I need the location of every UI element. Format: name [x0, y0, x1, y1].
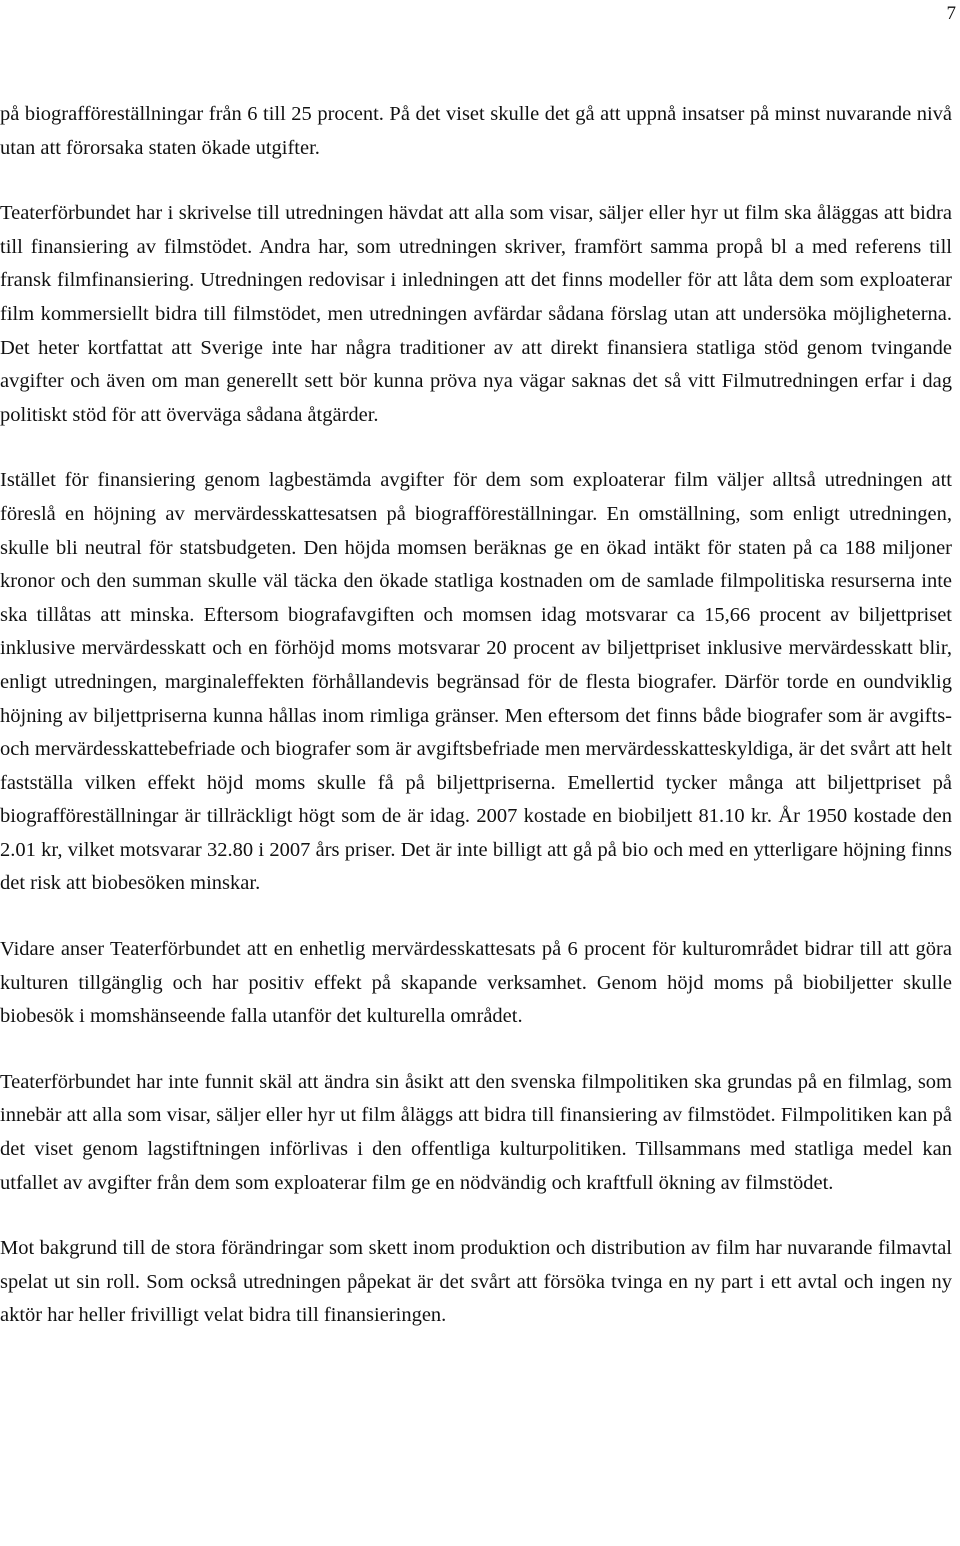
paragraph-6: Mot bakgrund till de stora förändringar som skett inom produktion och distribution av film har nuvarande filmavtal spelat ut sin roll. Som också utredningen påpekat är det svårt att försöka tvinga en ny part i ett avtal och ingen ny aktör har heller frivilligt velat bidra till finansieringen. — [0, 1237, 952, 1327]
paragraph-4: Vidare anser Teaterförbundet att en enhetlig mervärdesskattesats på 6 procent för kulturområdet bidrar till att göra kulturen tillgänglig och har positiv effekt på skapande verksamhet. Genom höjd moms på biobiljetter skulle biobesök i momshänseende falla utanför det kulturella området. — [0, 938, 952, 1028]
document-body — [0, 98, 952, 1333]
paragraph-5: Teaterförbundet har inte funnit skäl att ändra sin åsikt att den svenska filmpolitiken ska grundas på en filmlag, som innebär att alla som visar, säljer eller hyr ut film åläggs att bidra till finansiering av filmstödet. Filmpolitiken kan på det viset genom lagstiftningen införlivas i den offentliga kulturpolitiken. Tillsammans med statliga medel kan utfallet av avgifter från dem som exploaterar film ge en nödvändig och kraftfull ökning av filmstödet. — [0, 1070, 952, 1194]
page-number: 7 — [946, 3, 956, 24]
paragraph-2: Teaterförbundet har i skrivelse till utredningen hävdat att alla som visar, säljer eller hyr ut film ska åläggas att bidra till finansiering av filmstödet. Andra har, som utredningen skriver, framfört samma propå bl a med referens till fransk filmfinansiering. Utredningen redovisar i inledningen att det finns modeller för att låta dem som exploaterar film kommersiellt bidra till filmstödet, men utredningen avfärdar sådana förslag utan att undersöka möjligheterna. Det heter kortfattat att Sverige inte har några traditioner av att direkt finansiera statliga stöd genom tvingande avgifter och även om man generellt sett bör kunna pröva nya vägar saknas det så vitt Filmutredningen erfar i dag politiskt stöd för att överväga sådana åtgärder. — [0, 202, 952, 426]
paragraph-1: på biografföreställningar från 6 till 25 procent. På det viset skulle det gå att uppnå insatser på minst nuvarande nivå utan att förorsaka staten ökade utgifter. — [0, 103, 952, 159]
paragraph-3: Istället för finansiering genom lagbestämda avgifter för dem som exploaterar film väljer alltså utredningen att föreslå en höjning av mervärdesskattesatsen på biografföreställningar. En omställning, som enligt utredningen, skulle bli neutral för statsbudgeten. Den höjda momsen beräknas ge en ökad intäkt för staten på ca 188 miljoner kronor och den summan skulle väl täcka den ökade statliga kostnaden om de samlade filmpolitiska resurserna inte ska tillåtas att minska. Eftersom biografavgiften och momsen idag motsvarar ca 15,66 procent av biljettpriset inklusive mervärdesskatt och en förhöjd moms motsvarar 20 procent av biljettpriset inklusive mervärdesskatt blir, enligt utredningen, marginaleffekten förhållandevis begränsad för de flesta biografer. Därför torde en oundviklig höjning av biljettpriserna kunna hållas inom rimliga gränser. Men eftersom det finns både biografer som är avgifts- och mervärdesskattebefriade och biografer som är avgiftsbefriade men mervärdesskatteskyldiga, är det svårt att helt fastställa vilken effekt höjd moms skulle få på biljettpriserna. Emellertid tycker många att biljettpriset på biografföreställningar är tillräckligt högt som de är idag. 2007 kostade en biobiljett 81.10 kr. År 1950 kostade den 2.01 kr, vilket motsvarar 32.80 i 2007 års priser. Det är inte billigt att gå på bio och med en ytterligare höjning finns det risk att biobesöken minskar. — [0, 469, 952, 895]
